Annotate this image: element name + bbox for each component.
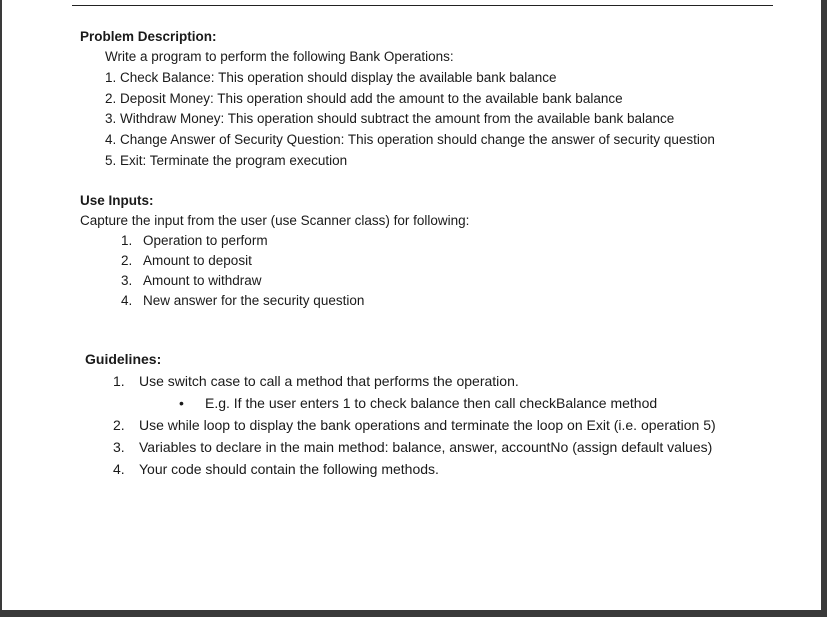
problem-heading: Problem Description: — [80, 29, 217, 44]
inputs-item-text: Amount to deposit — [143, 253, 252, 268]
guideline-text: Use switch case to call a method that performs the operation. — [139, 373, 519, 389]
inputs-item-text: New answer for the security question — [143, 293, 365, 308]
inputs-item — [121, 293, 364, 308]
inputs-item-number: 3. — [121, 273, 133, 288]
problem-intro: Write a program to perform the following Bank Operations: — [105, 49, 454, 64]
problem-item: 4. Change Answer of Security Question: This operation should change the answer of security question — [105, 132, 715, 147]
guideline-item — [113, 417, 716, 433]
guideline-sub-text: E.g. If the user enters 1 to check balance then call checkBalance method — [205, 395, 658, 411]
viewer-border-left — [0, 0, 2, 617]
guideline-sub-bullet — [179, 395, 657, 411]
guideline-text: Variables to declare in the main method: balance, answer, accountNo (assign default values) — [139, 439, 713, 455]
guideline-text: Use while loop to display the bank operations and terminate the loop on Exit (i.e. operation 5) — [139, 417, 716, 433]
guideline-number: 3. — [113, 439, 125, 455]
guidelines-heading: Guidelines: — [85, 351, 162, 367]
problem-item: 3. Withdraw Money: This operation should subtract the amount from the available bank balance — [105, 111, 675, 126]
guideline-text: Your code should contain the following methods. — [139, 461, 439, 477]
guideline-item — [113, 461, 439, 477]
inputs-item-text: Amount to withdraw — [143, 273, 262, 288]
inputs-item-number: 2. — [121, 253, 133, 268]
problem-item: 5. Exit: Terminate the program execution — [105, 153, 348, 168]
guideline-item — [113, 373, 519, 389]
guideline-number: 4. — [113, 461, 125, 477]
problem-item: 2. Deposit Money: This operation should add the amount to the available bank balance — [105, 91, 623, 106]
guideline-item — [113, 439, 712, 455]
inputs-item-number: 1. — [121, 233, 133, 248]
problem-item: 1. Check Balance: This operation should display the available bank balance — [105, 70, 557, 85]
top-rule — [72, 5, 773, 6]
guideline-number: 2. — [113, 417, 125, 433]
inputs-heading: Use Inputs: — [80, 193, 154, 208]
inputs-item — [121, 233, 268, 248]
viewer-border-bottom — [0, 610, 827, 617]
inputs-item — [121, 273, 262, 288]
guideline-number: 1. — [113, 373, 125, 389]
inputs-item — [121, 253, 252, 268]
inputs-item-text: Operation to perform — [143, 233, 268, 248]
inputs-intro: Capture the input from the user (use Scanner class) for following: — [80, 213, 470, 228]
inputs-item-number: 4. — [121, 293, 133, 308]
bullet-icon: • — [179, 395, 184, 411]
viewer-border-right — [821, 0, 827, 617]
